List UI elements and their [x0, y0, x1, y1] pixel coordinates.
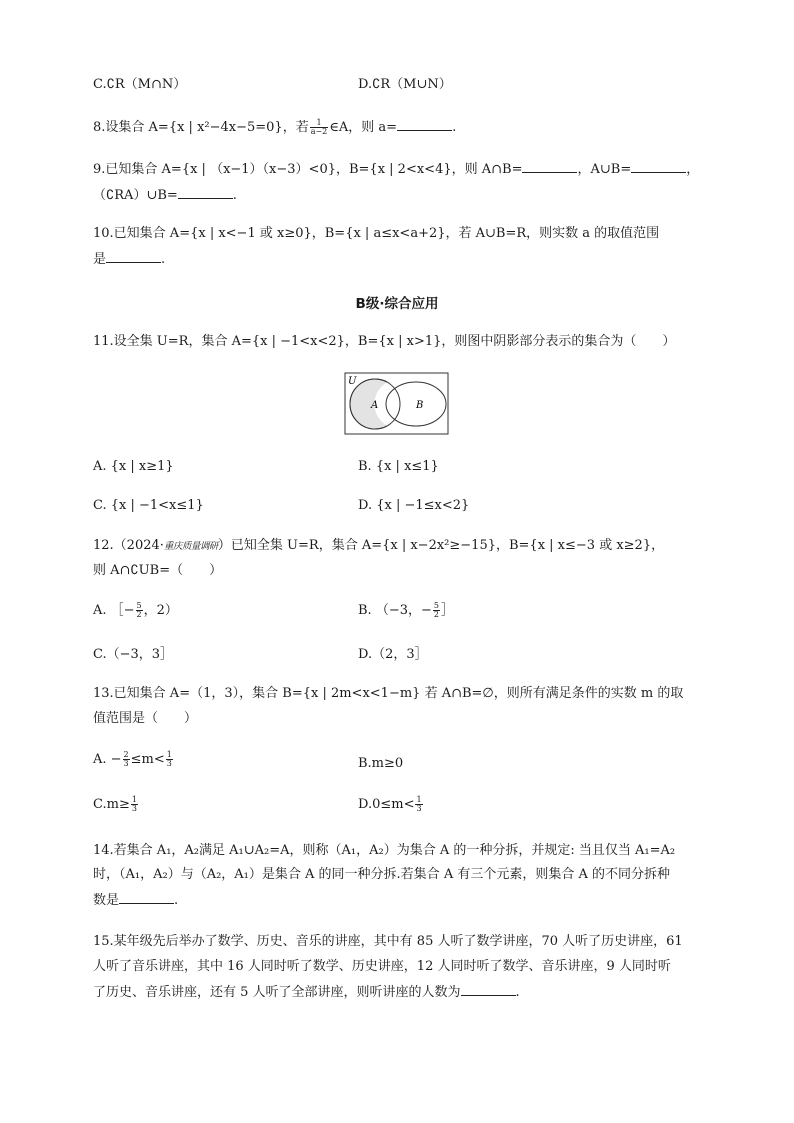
- q12-b-fraction: $\frac{5}{2}$: [433, 601, 439, 619]
- venn-intersection-unshaded: [374, 382, 410, 426]
- q11-stem: 11.设全集 U=R，集合 A={x | −1<x<2}，B={x | x>1}，则图中阴影部分表示的集合为（ ）: [93, 334, 676, 349]
- q10-answer-blank[interactable]: [106, 250, 161, 263]
- q13-line1: 13.已知集合 A=（1，3），集合 B={x | 2m<x<1−m} 若 A∩B=∅，则所有满足条件的实数 m 的取: [93, 686, 684, 701]
- q9-blank-complement-union[interactable]: [178, 186, 233, 199]
- q9-line1: 9.已知集合 A={x | （x−1）（x−3）<0}，B={x | 2<x<4}，则 A∩B= ，A∪B= ，: [93, 162, 700, 177]
- q14-answer-blank[interactable]: [119, 891, 174, 904]
- q7-option-d: D.∁R（M∪N）: [358, 77, 452, 92]
- q9-stem: 9.已知集合 A={x | （x−1）（x−3）<0}，B={x | 2<x<4}，则 A∩B=: [93, 162, 523, 177]
- q11-venn-diagram: [344, 372, 450, 436]
- q15-answer-blank[interactable]: [461, 983, 516, 996]
- q11-option-d[interactable]: D. {x | −1≤x<2}: [358, 498, 470, 513]
- q9-line2: （∁RA）∪B= .: [93, 188, 237, 203]
- venn-label-u: U: [348, 376, 357, 387]
- q11-option-c[interactable]: C. {x | −1<x≤1}: [93, 498, 204, 513]
- q8-stem: 8.设集合 A={x | x²−4x−5=0}，若: [93, 120, 309, 135]
- q15-line2: 人听了音乐讲座，其中 16 人同时听了数学、历史讲座，12 人同时听了数学、音乐讲座，9 人同时听: [93, 959, 671, 974]
- q13-line2: 值范围是（ ）: [93, 711, 198, 726]
- q13-option-b[interactable]: B.m≥0: [358, 756, 404, 771]
- q12-option-b[interactable]: B. （−3，− $\frac{5}{2}$ ］: [358, 601, 454, 619]
- q13-option-c[interactable]: C.m≥ $\frac{1}{3}$: [93, 795, 137, 813]
- venn-label-a: A: [371, 400, 379, 411]
- q12-line2: 则 A∩∁UB=（ ）: [93, 563, 223, 578]
- q8-question: 8.设集合 A={x | x²−4x−5=0}，若 $\frac{1}{a-2}$ ∈A，则 a= .: [93, 118, 457, 136]
- q8-answer-blank[interactable]: [397, 118, 452, 131]
- q12-option-d[interactable]: D.（2，3］: [358, 647, 428, 662]
- q10-line1: 10.已知集合 A={x | x<−1 或 x≥0}，B={x | a≤x<a+2}，若 A∪B=R，则实数 a 的取值范围: [93, 226, 660, 241]
- section-b-title: B级·综合应用: [355, 296, 439, 312]
- q12-source-note: 重庆质量调研: [163, 541, 218, 552]
- q11-option-b[interactable]: B. {x | x≤1}: [358, 459, 439, 474]
- q13-option-d[interactable]: D.0≤m< $\frac{1}{3}$: [358, 795, 422, 813]
- q9-blank-intersection[interactable]: [522, 160, 577, 173]
- q11-option-a[interactable]: A. {x | x≥1}: [93, 459, 174, 474]
- q13-option-a[interactable]: A. − $\frac{2}{3}$ ≤m< $\frac{1}{3}$: [93, 750, 172, 768]
- q14-line1: 14.若集合 A₁，A₂满足 A₁∪A₂=A，则称（A₁，A₂）为集合 A 的一种分拆，并规定: 当且仅当 A₁=A₂: [93, 843, 676, 858]
- q8-fraction: $\frac{1}{a-2}$: [310, 118, 328, 136]
- q12-line1: 12.（2024·重庆质量调研）已知全集 U=R，集合 A={x | x−2x²≥−15}，B={x | x≤−3 或 x≥2}，: [93, 538, 665, 553]
- q10-line2: 是 .: [93, 252, 166, 267]
- q8-stem-rest: ∈A，则 a=: [329, 120, 398, 135]
- q12-option-c[interactable]: C.（−3，3］: [93, 647, 174, 662]
- q12-a-fraction: $\frac{5}{2}$: [136, 601, 142, 619]
- q14-line2: 时，（A₁，A₂）与（A₂，A₁）是集合 A 的同一种分拆.若集合 A 有三个元素，则集合 A 的不同分拆种: [93, 867, 670, 882]
- q15-line1: 15.某年级先后举办了数学、历史、音乐的讲座，其中有 85 人听了数学讲座，70 人听了历史讲座，61: [93, 934, 683, 949]
- q7-option-c: C.∁R（M∩N）: [93, 77, 187, 92]
- q9-blank-union[interactable]: [631, 160, 686, 173]
- q12-option-a[interactable]: A. ［− $\frac{5}{2}$ ，2）: [93, 601, 178, 619]
- q15-line3: 了历史、音乐讲座，还有 5 人听了全部讲座，则听讲座的人数为 .: [93, 985, 520, 1000]
- venn-label-b: B: [416, 400, 424, 411]
- q14-line3: 数是 .: [93, 893, 179, 908]
